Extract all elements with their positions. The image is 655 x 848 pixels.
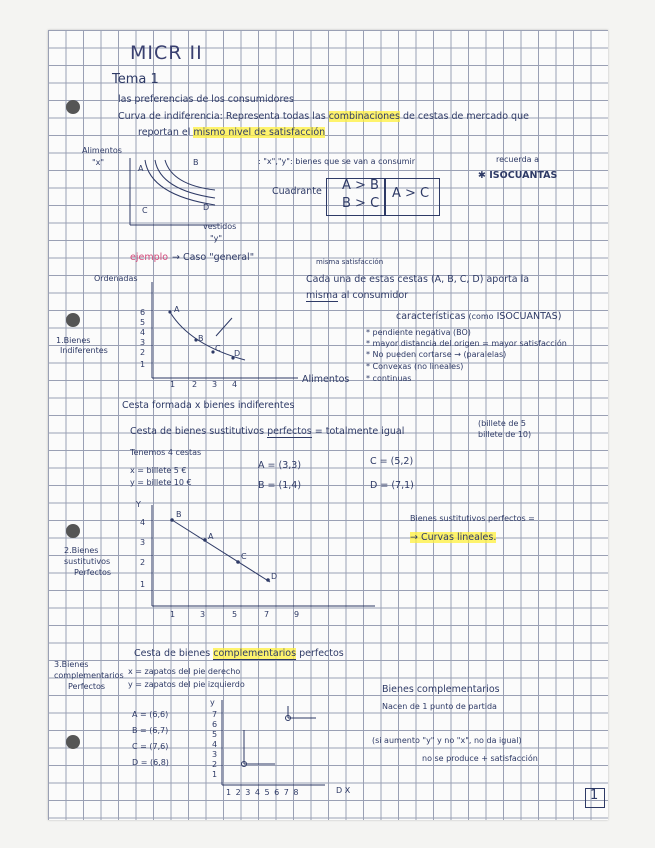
y-tick: 2 <box>140 558 146 567</box>
x-tick: 2 <box>192 380 198 389</box>
caract-title: características (como ISOCUANTAS) <box>396 311 562 322</box>
tenemos-label: Tenemos 4 cestas <box>130 448 202 457</box>
y-tick: 5 <box>140 318 146 327</box>
caso-general: → Caso "general" <box>172 252 255 263</box>
misma-satisfaccion: misma satisfacción <box>316 258 384 266</box>
comp-x-axis-label: D X <box>336 786 351 795</box>
comp-cesta-b: B = (6,7) <box>132 726 169 735</box>
x-definition: x = billete 5 € <box>130 466 187 475</box>
x-tick: 3 <box>200 610 206 619</box>
y-axis-label: Y <box>136 500 141 509</box>
comp-cesta-c: C = (7,6) <box>132 742 169 751</box>
y-tick: 7 <box>212 710 218 719</box>
alimentos-axis-label: Alimentos <box>302 374 350 385</box>
caract-item: * continuas <box>366 374 412 383</box>
y-tick: 1 <box>212 770 218 779</box>
caract-item: * Convexas (no lineales) <box>366 362 464 371</box>
chart2-point-b: B <box>176 510 182 519</box>
x-tick: 1 <box>170 610 176 619</box>
y-tick: 1 <box>140 580 146 589</box>
y-tick: 4 <box>140 328 146 337</box>
ejemplo-label: ejemplo <box>130 252 169 263</box>
ordenadas-label: Ordenadas <box>94 274 138 283</box>
chart-point-b: B <box>198 334 204 343</box>
x-tick: 4 <box>232 380 238 389</box>
comp-note-4: no se produce + satisfacción <box>422 754 538 763</box>
cesta-b: B = (1,4) <box>258 480 302 491</box>
sustitutivos-title: Cesta de bienes sustitutivos perfectos = totalmente igual <box>130 426 405 437</box>
comp-cesta-d: D = (6,8) <box>132 758 169 767</box>
curva-intro-2: reportan el mismo nivel de satisfacción <box>138 127 326 138</box>
y-tick: 2 <box>212 760 218 769</box>
x-tick: 5 <box>232 610 238 619</box>
y-tick: 4 <box>212 740 218 749</box>
y-tick: 6 <box>140 308 146 317</box>
alimentos-label: Alimentos <box>82 146 122 155</box>
x-tick: 7 <box>264 610 270 619</box>
y-tick: 2 <box>140 348 146 357</box>
y-tick: 4 <box>140 518 146 527</box>
billete-note-1: (billete de 5 <box>478 419 527 428</box>
comp-cesta-a: A = (6,6) <box>132 710 169 719</box>
sustitutivos-note-2: → Curvas lineales. <box>410 532 497 543</box>
cesta-d: D = (7,1) <box>370 480 414 491</box>
section-title: las preferencias de los consumidores <box>118 94 294 105</box>
comp-y-definition: y = zapatos del pie izquierdo <box>128 680 245 689</box>
complementarios-title: Cesta de bienes complementarios perfectos <box>134 648 344 659</box>
x-label: "x" <box>92 158 105 167</box>
chart2-point-a: A <box>208 532 214 541</box>
relation-a-b: A > B <box>342 178 379 193</box>
page-title: MICR II <box>130 42 203 64</box>
vestidos-label: vestidos <box>203 222 237 231</box>
comp-y-axis-label: y <box>210 698 215 707</box>
recuerda-label: recuerda a <box>496 155 539 164</box>
side-label-3b: complementarios <box>54 671 124 680</box>
y-tick: 1 <box>140 360 146 369</box>
cesta-a: A = (3,3) <box>258 460 302 471</box>
curva-intro: Curva de indiferencia: Representa todas las combinaciones de cestas de mercado que <box>118 111 529 122</box>
chart2-point-d: D <box>271 572 278 581</box>
sketch-point-d: D <box>203 203 210 212</box>
billete-note-2: billete de 10) <box>478 430 532 439</box>
desc-line-2: misma al consumidor <box>306 290 409 301</box>
y-tick: 3 <box>212 750 218 759</box>
side-label-3c: Perfectos <box>68 682 106 691</box>
comp-x-ticks: 1 2 3 4 5 6 7 8 <box>226 788 300 797</box>
cuadrante-label: Cuadrante <box>272 186 322 197</box>
relation-a-c: A > C <box>392 186 430 201</box>
cesta-indiferentes: Cesta formada x bienes indiferentes <box>122 400 295 411</box>
x-tick: 9 <box>294 610 300 619</box>
chart-point-d: D <box>234 349 241 358</box>
side-label-3: 3.Bienes <box>54 660 89 669</box>
comp-x-definition: x = zapatos del pie derecho <box>128 667 241 676</box>
y-label: "y" <box>210 234 223 243</box>
side-label-2c: Perfectos <box>74 568 112 577</box>
y-definition: y = billete 10 € <box>130 478 192 487</box>
comp-note-2: Nacen de 1 punto de partida <box>382 702 497 711</box>
y-tick: 3 <box>140 538 146 547</box>
caract-item: * mayor distancia del origen = mayor satisfacción <box>366 339 567 348</box>
cesta-c: C = (5,2) <box>370 456 414 467</box>
sketch-point-b: B <box>193 158 199 167</box>
tema-label: Tema 1 <box>112 72 159 87</box>
y-tick: 6 <box>212 720 218 729</box>
chart2-point-c: C <box>241 552 247 561</box>
x-tick: 3 <box>212 380 218 389</box>
y-tick: 3 <box>140 338 146 347</box>
chart-point-a: A <box>174 305 180 314</box>
caract-item: * pendiente negativa (BO) <box>366 328 471 337</box>
chart-point-c: C <box>215 344 221 353</box>
comp-note-1: Bienes complementarios <box>382 684 500 695</box>
comp-note-3: (si aumento "y" y no "x", no da igual) <box>372 736 522 745</box>
x-tick: 1 <box>170 380 176 389</box>
relation-b-c: B > C <box>342 196 380 211</box>
sketch-point-c: C <box>142 206 148 215</box>
y-tick: 5 <box>212 730 218 739</box>
side-label-1b: Indiferentes <box>60 346 108 355</box>
bienes-note: : "x","y": bienes que se van a consumir <box>258 157 415 166</box>
page-number: 1 <box>590 788 599 803</box>
isocuantas-label: ✱ ISOCUANTAS <box>478 170 558 181</box>
sustitutivos-note-1: Bienes sustitutivos perfectos = <box>410 514 535 523</box>
side-label-1: 1.Bienes <box>56 336 91 345</box>
desc-line-1: Cada una de estas cestas (A, B, C, D) aporta la <box>306 274 530 285</box>
side-label-2b: sustitutivos <box>64 557 111 566</box>
caract-item: * No pueden cortarse → (paralelas) <box>366 350 507 359</box>
sketch-point-a: A <box>138 164 144 173</box>
side-label-2: 2.Bienes <box>64 546 99 555</box>
